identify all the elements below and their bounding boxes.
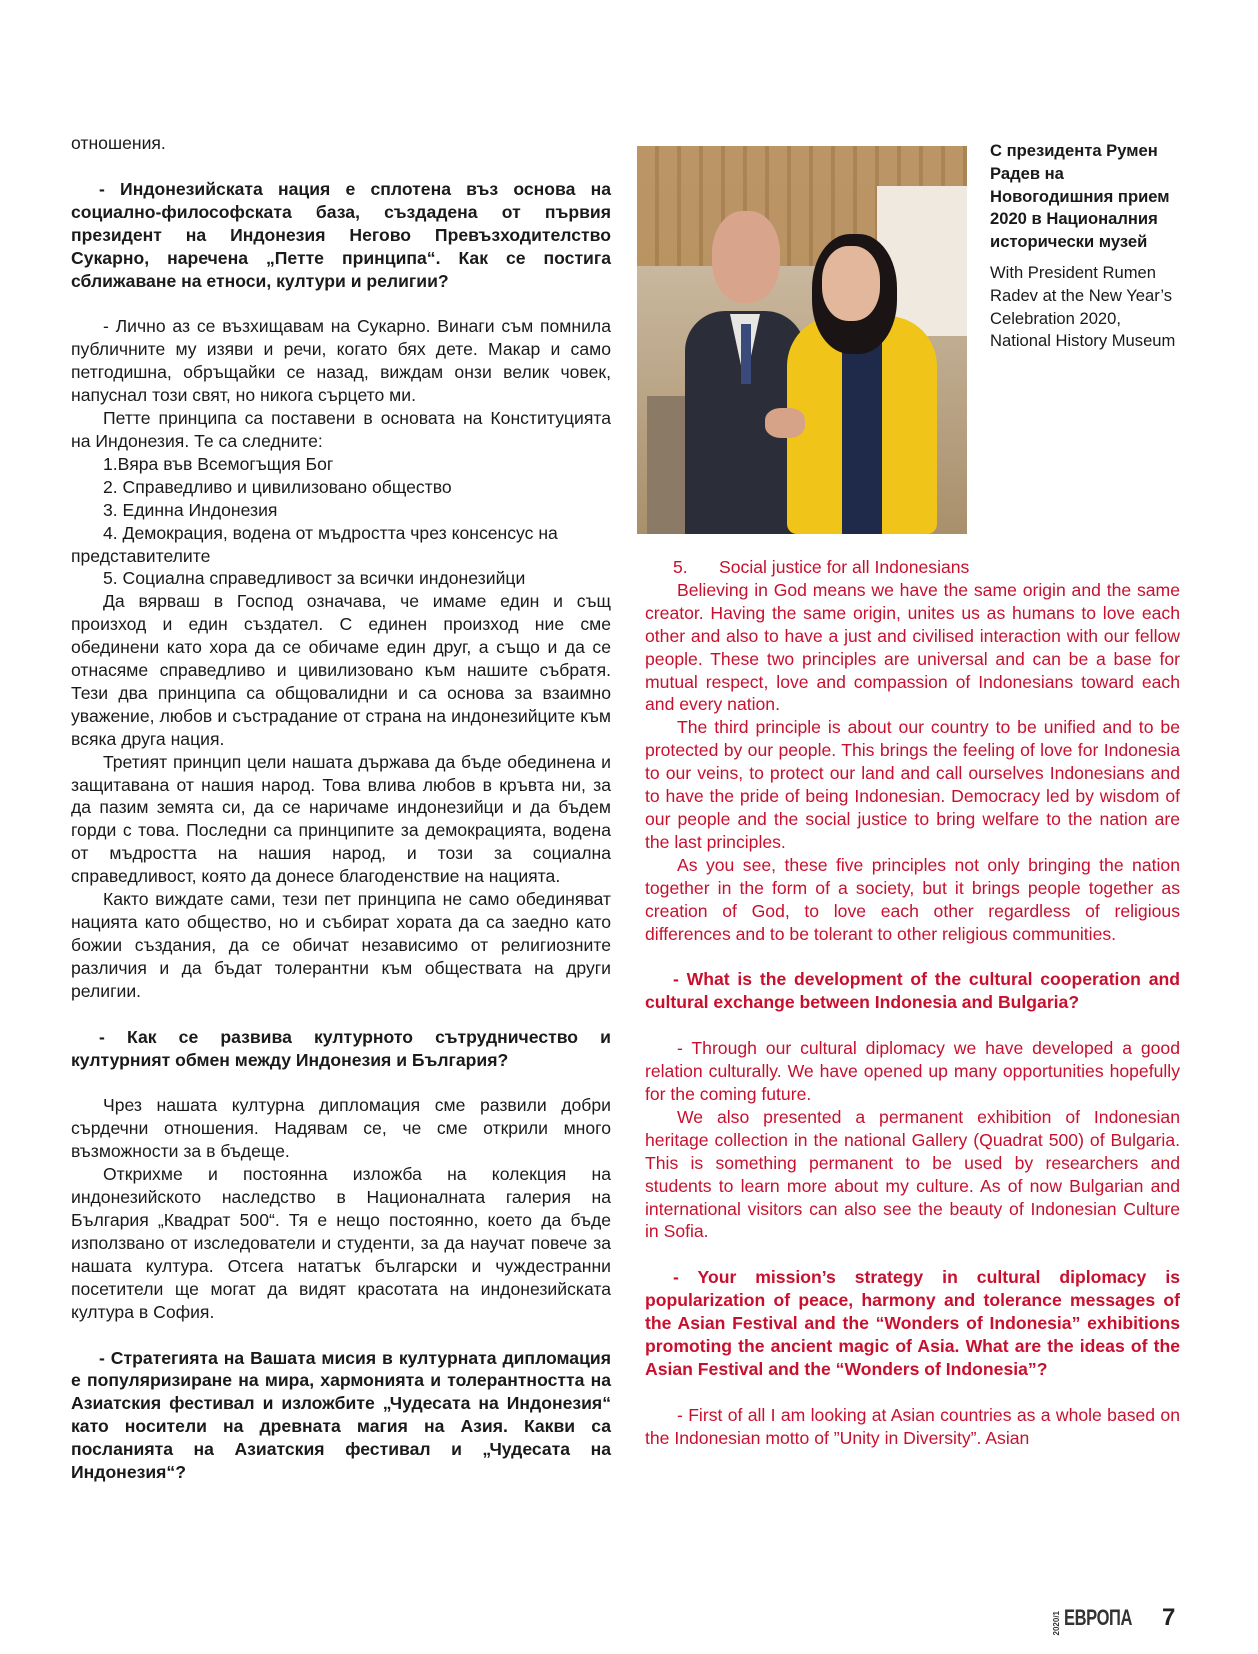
question-heading: - Your mission’s strategy in cultural diplomacy is popularization of peace, harmony and tolerance messages of the Asian Festival and the “Wonders of Indonesia” exhibitions promoting the ancient magic of Asia. What are the ideas of the Asian Festival and the “Wonders of Indonesia”? [645, 1267, 1180, 1379]
paragraph: отношения. [71, 133, 166, 153]
issue-number: 2020/1 [1052, 1611, 1061, 1636]
list-item: 5. Социална справедливост за всички индонезийци [103, 568, 526, 589]
list-item [645, 556, 1180, 579]
photo-caption [990, 140, 1180, 353]
paragraph: - Лично аз се възхищавам на Сукарно. Винаги съм помнила публичните му изяви и речи, когато бях дете. Макар и само петгодишна, обръщайки се назад, виждам онзи велик човек, напуснал този свят, но никога сърцето ми. [71, 316, 611, 406]
caption-english: With President Rumen Radev at the New Year’s Celebration 2020, National History Museum [990, 262, 1176, 351]
list-item: 3. Единна Индонезия [103, 499, 278, 520]
question-heading: - What is the development of the cultural cooperation and cultural exchange between Indonesia and Bulgaria? [645, 969, 1180, 1013]
paragraph: - Through our cultural diplomacy we have developed a good relation culturally. We have opened up many opportunities hopefully for the coming future. [645, 1038, 1180, 1105]
list-number: 5. [673, 557, 688, 577]
photo-president-meeting [637, 146, 967, 534]
paragraph: We also presented a permanent exhibition of Indonesian heritage collection in the national Gallery (Quadrat 500) of Bulgaria. This is something permanent to be used by researchers and students to learn more about my culture. As of now Bulgarian and international visitors can also see the beauty of Indonesian Culture in Sofia. [645, 1106, 1180, 1242]
paragraph: Петте принципа са поставени в основата на Конституцията на Индонезия. Те са следните: [71, 408, 611, 451]
list-text: Social justice for all Indonesians [719, 557, 970, 577]
paragraph: Както виждате сами, тези пет принципа не само обединяват нацията като общество, но и събират хората да са заедно като божии създания, да се обичат независимо от религиозните различия и да бъдат толерантни към обществата на други религии. [71, 889, 611, 1001]
paragraph: Да вярваш в Господ означава, че имаме един и същ произход и един създател. С единен произход ние сме обединени като хора да се обичаме един друг, а също и да се отнасяме справедливо и цивилизовано към нашите събратя. Тези два принципа са общовалидни и са основа за взаимно уважение, любов и състрадание от страна на индонезийците към всяка друга нация. [71, 591, 611, 749]
paragraph: As you see, these five principles not only bringing the nation together in the form of a society, but it brings people together as creation of God, to love each other regardless of religious differences and to be tolerant to other religious communities. [645, 854, 1180, 944]
magazine-logo: ЕВРОПА [1064, 1605, 1133, 1630]
question-heading: - Стратегията на Вашата мисия в културната дипломация е популяризиране на мира, хармонията и толерантността на Азиатския фестивал и изложбите „Чудесата на Индонезия“ като носители на древната магия на Азия. Какви са посланията на Азиатския фестивал и „Чудесата на Индонезия“? [71, 1347, 611, 1483]
page-number: 7 [1162, 1604, 1176, 1631]
caption-bulgarian: С президента Румен Радев на Новогодишния прием 2020 в Националния исторически музей [990, 141, 1170, 252]
left-column [71, 132, 611, 1484]
paragraph: - First of all I am looking at Asian countries as a whole based on the Indonesian motto of ”Unity in Diversity”. Asian [645, 1404, 1180, 1448]
question-heading: - Индонезийската нация е сплотена въз основа на социално-философската база, създадена от първия президент на Индонезия Негово Превъзходителство Сукарно, наречена „Петте принципа“. Как се постига сближаване на етноси, култури и религии? [71, 178, 611, 291]
paragraph: The third principle is about our country to be unified and to be protected by our people. This brings the feeling of love for Indonesia to our veins, to protect our land and call ourselves Indonesians and to have the pride of being Indonesian. Democracy led by wisdom of our people and the social justice to bring welfare to the nation are the last principles. [645, 717, 1180, 852]
list-item: 2. Справедливо и цивилизовано общество [103, 476, 452, 497]
question-heading: - Как се развива културното сътрудничество и културният обмен между Индонезия и България? [71, 1026, 611, 1070]
paragraph: Третият принцип цели нашата държава да бъде обединена и защитавана от нашия народ. Това влива любов в кръвта ни, за да пазим земята си, да се наричаме индонезийци и да бъдем горди с това. Последни са принципите за демокрацията, водена от мъдростта на нашия народ, и този за социална справедливост, която да донесе благоденствие на нацията. [71, 751, 611, 887]
right-column [645, 556, 1180, 1450]
list-item: 1.Вяра във Всемогъщия Бог [103, 453, 334, 474]
paragraph: Открихме и постоянна изложба на колекция на индонезийското наследство в Националната галерия на България „Квадрат 500“. Тя е нещо постоянно, което да бъде използвано от изследователи и студенти, за да научат повече за нашата култура. Отсега нататък български и чуждестранни посетители ще могат да видят красотата на индонезийската култура в София. [71, 1164, 611, 1322]
paragraph: Believing in God means we have the same origin and the same creator. Having the same origin, unites us as humans to love each other and also to have a just and civilised interaction with our fellow people. These two principles are universal and can be a base for mutual respect, love and compassion of Indonesians toward each and every nation. [645, 579, 1180, 715]
list-item: 4. Демокрация, водена от мъдростта чрез консенсус на представителите [71, 522, 558, 566]
paragraph: Чрез нашата културна дипломация сме развили добри сърдечни отношения. Надявам се, че сме открили много възможности за в бъдеще. [71, 1095, 611, 1162]
